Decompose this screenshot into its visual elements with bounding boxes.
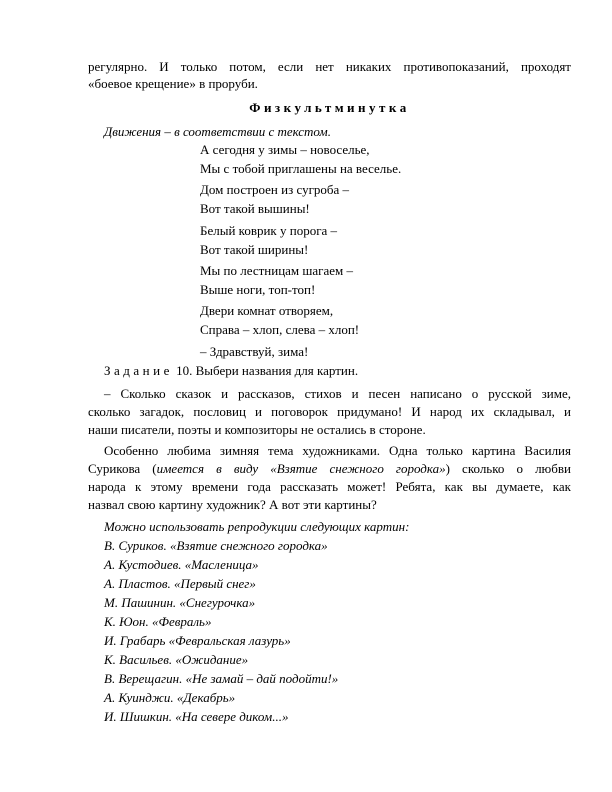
poem-line-11: – Здравствуй, зима!: [200, 344, 309, 359]
paragraph3-line3: народа к этому времени года рассказать может! Ребята, как вы думаете, как: [88, 479, 571, 494]
task-label: Задание: [104, 363, 173, 378]
section-heading: Физкультминутка: [249, 100, 410, 115]
task-line: [104, 362, 358, 379]
poem-line-5: Белый коврик у порога –: [200, 223, 338, 238]
painting-item-4: М. Пашинин. «Снегурочка»: [104, 595, 256, 610]
poem-line-4: Вот такой вышины!: [200, 201, 310, 216]
paragraph3-line2-end: ) сколько о любви: [445, 461, 571, 476]
reproductions-intro: Можно использовать репродукции следующих картин:: [104, 519, 410, 534]
poem-line-8: Выше ноги, топ-топ!: [200, 282, 316, 297]
paragraph3-line1: Особенно любима зимняя тема художниками. Одна только картина Василия: [104, 443, 571, 458]
painting-item-8: В. Верещагин. «Не замай – дай подойти!»: [104, 671, 339, 686]
painting-item-1: В. Суриков. «Взятие снежного городка»: [104, 538, 328, 553]
paragraph2-line1: – Сколько сказок и рассказов, стихов и песен написано о русской зиме,: [104, 386, 571, 401]
paragraph3-line2-start: Сурикова (: [88, 461, 157, 476]
poem-line-1: А сегодня у зимы – новоселье,: [200, 142, 370, 157]
poem-line-9: Двери комнат отворяем,: [200, 303, 334, 318]
paragraph2-line3: наши писатели, поэты и композиторы не остались в стороне.: [88, 422, 426, 437]
poem-line-10: Справа – хлоп, слева – хлоп!: [200, 322, 360, 337]
painting-item-6: И. Грабарь «Февральская лазурь»: [104, 633, 291, 648]
movement-note: Движения – в соответствии с текстом.: [104, 124, 331, 139]
paragraph2-line2: сколько загадок, пословиц и поговорок придумано! И народ их складывал, и: [88, 404, 571, 419]
painting-item-2: А. Кустодиев. «Масленица»: [104, 557, 259, 572]
paragraph3-line4: назвал свою картину художник? А вот эти картины?: [88, 497, 377, 512]
painting-item-9: А. Куинджи. «Декабрь»: [104, 690, 236, 705]
poem-line-2: Мы с тобой приглашены на веселье.: [200, 161, 402, 176]
poem-line-3: Дом построен из сугроба –: [200, 182, 350, 197]
painting-item-10: И. Шишкин. «На севере диком...»: [104, 709, 289, 724]
paragraph1-line1: регулярно. И только потом, если нет никаких противопоказаний, проходят: [88, 59, 571, 74]
paragraph3-line2: [88, 460, 571, 477]
paragraph1-line2: «боевое крещение» в проруби.: [88, 76, 258, 91]
painting-item-5: К. Юон. «Февраль»: [104, 614, 212, 629]
painting-item-3: А. Пластов. «Первый снег»: [104, 576, 256, 591]
painting-item-7: К. Васильев. «Ожидание»: [104, 652, 249, 667]
poem-line-6: Вот такой ширины!: [200, 242, 309, 257]
poem-line-7: Мы по лестницам шагаем –: [200, 263, 354, 278]
paragraph3-line2-italic: имеется в виду «Взятие снежного городка»: [156, 461, 446, 476]
task-text: 10. Выбери названия для картин.: [176, 363, 359, 378]
